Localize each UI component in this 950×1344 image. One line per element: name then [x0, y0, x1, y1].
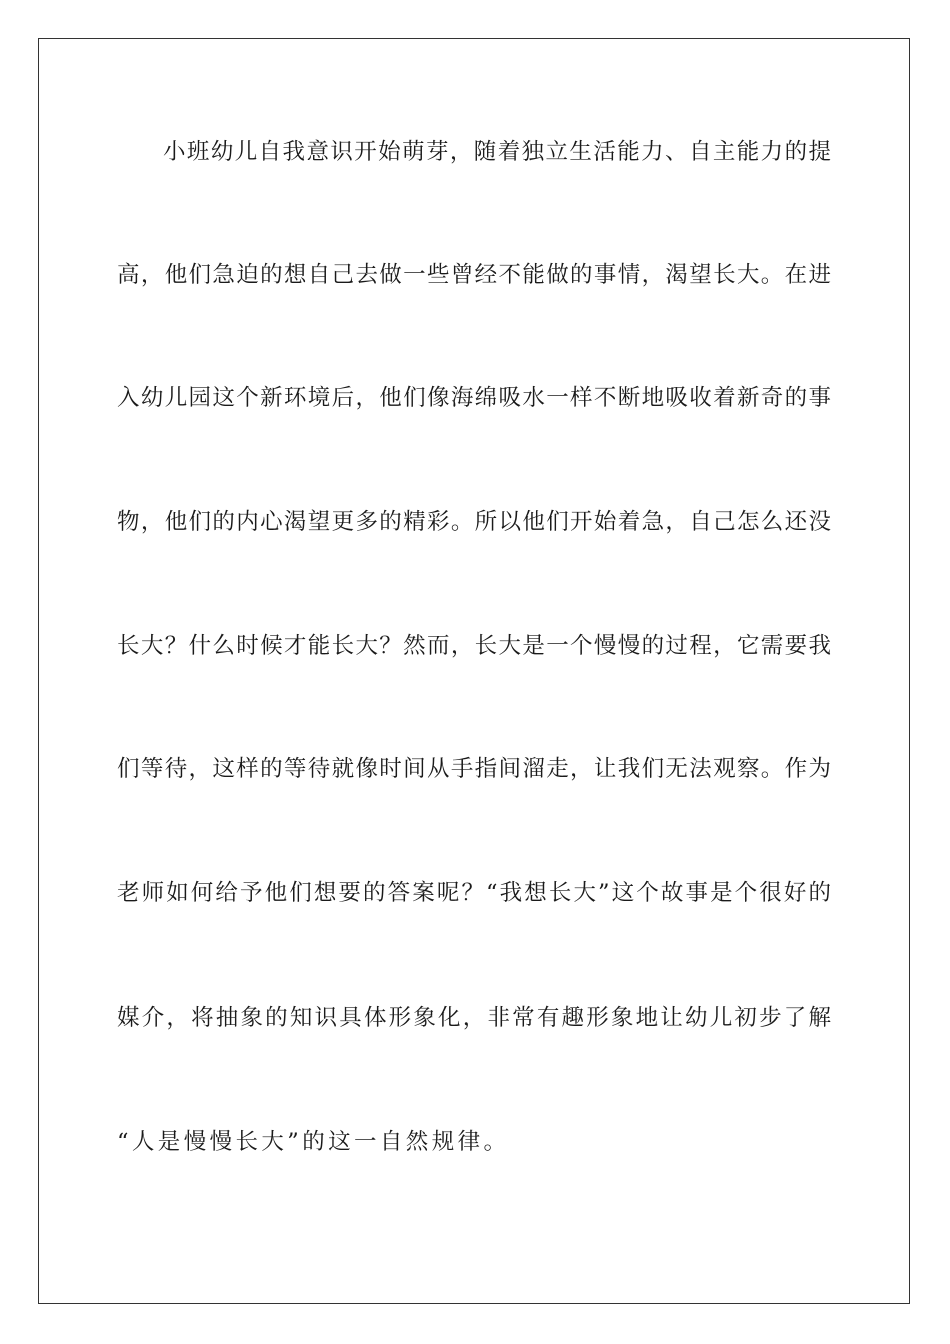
paragraph-line-6: 们等待，这样的等待就像时间从手指间溜走，让我们无法观察。作为: [117, 756, 831, 782]
page-border: [38, 38, 910, 1304]
paragraph-line-9: “人是慢慢长大”的这一自然规律。: [117, 1129, 510, 1155]
paragraph-line-4: 物，他们的内心渴望更多的精彩。所以他们开始着急，自己怎么还没: [117, 509, 831, 535]
paragraph-line-3: 入幼儿园这个新环境后，他们像海绵吸水一样不断地吸收着新奇的事: [117, 385, 831, 411]
paragraph-line-5: 长大？什么时候才能长大？然而，长大是一个慢慢的过程，它需要我: [117, 633, 831, 659]
paragraph-line-2: 高，他们急迫的想自己去做一些曾经不能做的事情，渴望长大。在进: [117, 262, 831, 288]
paragraph-line-7: 老师如何给予他们想要的答案呢？“我想长大”这个故事是个很好的: [117, 880, 831, 906]
paragraph-line-1: 小班幼儿自我意识开始萌芽，随着独立生活能力、自主能力的提: [163, 139, 831, 165]
paragraph-line-8: 媒介，将抽象的知识具体形象化，非常有趣形象地让幼儿初步了解: [117, 1005, 831, 1031]
